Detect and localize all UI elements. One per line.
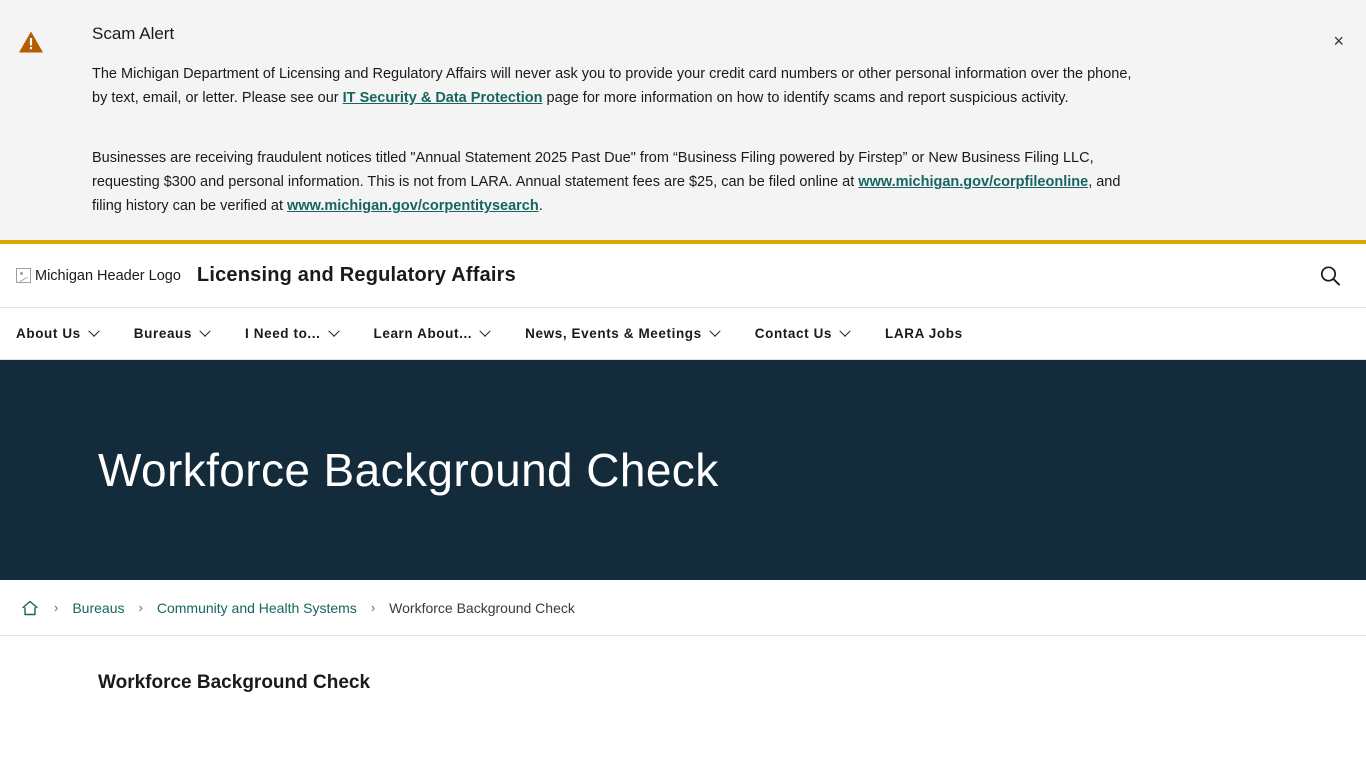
nav-item-learn-about[interactable] (374, 326, 490, 341)
breadcrumb-item-bureaus[interactable]: Bureaus (72, 599, 125, 616)
content-heading: Workforce Background Check (98, 672, 371, 694)
hero-banner (0, 360, 1366, 580)
scam-alert-banner (0, 0, 1366, 244)
nav-item-label: I Need to... (245, 326, 321, 342)
breadcrumb-item-community-and-health-systems[interactable]: Community and Health Systems (156, 599, 357, 616)
chevron-down-icon (88, 325, 99, 336)
alert-title: Scam Alert (92, 24, 175, 43)
broken-image-icon (16, 268, 31, 283)
michigan-header-logo[interactable] (16, 268, 181, 284)
nav-item-bureaus[interactable] (134, 326, 209, 341)
breadcrumb-item-current: Workforce Background Check (389, 599, 575, 616)
alert-paragraph-2-text-end: . (538, 198, 543, 215)
alert-paragraph-2-text-before: Businesses are receiving fraudulent notices titled "Annual Statement 2025 Past Due" from “Business Filing powered by Firstep” or New Business Filing LLC, requesting $300 and personal information. This is not from LARA. Annual statement fees are $25, can be filed online at (92, 150, 1094, 191)
chevron-down-icon (479, 325, 490, 336)
nav-item-label: About Us (16, 326, 81, 342)
breadcrumb-separator: › (54, 600, 59, 616)
nav-item-label: Contact Us (754, 326, 833, 342)
nav-item-contact-us[interactable] (755, 326, 849, 341)
alert-paragraph-1-text-before: The Michigan Department of Licensing and Regulatory Affairs will never ask you to provide your credit card numbers or other personal information over the phone, by text, email, or letter. Please see our (92, 66, 1132, 107)
nav-item-news-events-meetings[interactable] (525, 326, 719, 341)
chevron-down-icon (709, 325, 720, 336)
chevron-down-icon (328, 325, 339, 336)
warning-triangle-icon (18, 30, 44, 54)
logo-alt-text: Michigan Header Logo (35, 267, 181, 284)
page-title: Licensing and Regulatory Affairs (196, 264, 516, 287)
nav-item-label: News, Events & Meetings (525, 326, 702, 342)
it-security-data-protection-link[interactable]: IT Security & Data Protection (342, 90, 543, 107)
close-icon[interactable]: × (1333, 31, 1344, 51)
alert-paragraph-2 (92, 146, 1132, 218)
search-icon[interactable] (1318, 264, 1342, 288)
home-icon[interactable] (20, 598, 40, 618)
alert-paragraph-1 (92, 62, 1132, 110)
nav-item-about-us[interactable] (16, 326, 98, 341)
nav-item-i-need-to[interactable] (245, 326, 337, 341)
nav-item-label: Bureaus (133, 326, 193, 342)
corpfileonline-link[interactable]: www.michigan.gov/corpfileonline (858, 174, 1089, 191)
chevron-down-icon (199, 325, 210, 336)
page-content (0, 636, 1366, 694)
nav-item-lara-jobs[interactable] (885, 326, 963, 341)
breadcrumb (0, 580, 1366, 636)
site-masthead (0, 244, 1366, 308)
breadcrumb-separator: › (370, 600, 376, 616)
nav-item-label: Learn About... (373, 326, 473, 342)
hero-title: Workforce Background Check (98, 444, 719, 497)
corpentitysearch-link[interactable]: www.michigan.gov/corpentitysearch (287, 198, 539, 215)
alert-paragraph-1-text-after: page for more information on how to identify scams and report suspicious activity. (542, 90, 1069, 107)
alert-paragraph-2-text-middle: , and filing history can be verified at (92, 174, 1121, 215)
nav-item-label: LARA Jobs (885, 326, 963, 342)
primary-navigation (0, 308, 1366, 360)
breadcrumb-separator: › (138, 600, 143, 616)
chevron-down-icon (839, 325, 850, 336)
